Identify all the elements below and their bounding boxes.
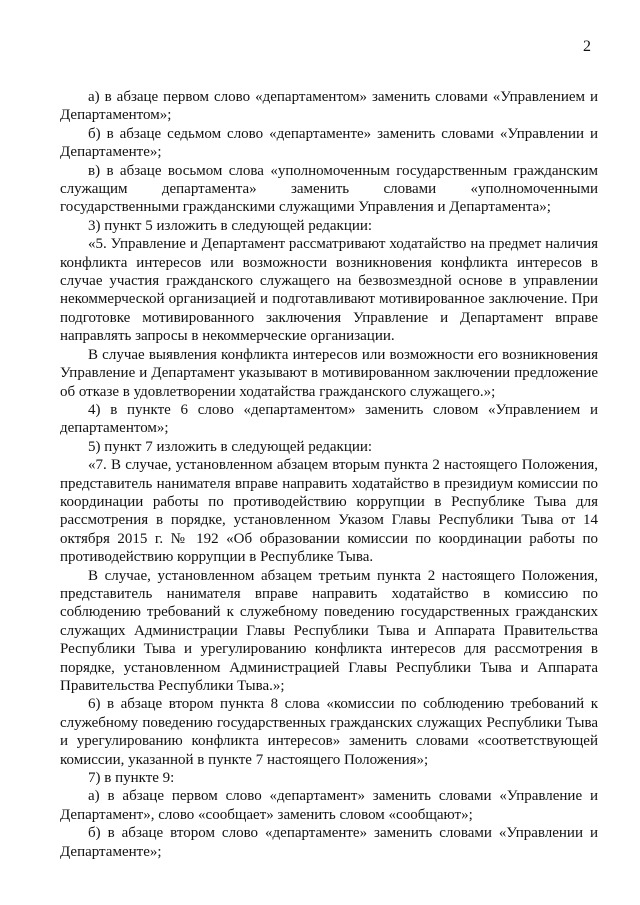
paragraph-14: б) в абзаце втором слово «департаменте» заменить словами «Управлении и Департаменте»; (60, 825, 598, 860)
paragraph-6: В случае выявления конфликта интересов или возможности его возникновения Управление и Департамент указывают в мотивированном заключении предложение об отказе в удовлетворении ходатайства гражданского служащего.»; (60, 346, 598, 400)
paragraph-5: «5. Управление и Департамент рассматривают ходатайство на предмет наличия конфликта интересов или возможности возникновения конфликта интересов в случае участия гражданского служащего на безвозмездной основе в управлении некоммерческой организацией и подготавливают мотивированное заключение. При подготовке мотивированного заключения Управление и Департамент вправе направлять запросы в некоммерческие организации. (60, 236, 598, 345)
paragraph-10: В случае, установленном абзацем третьим пункта 2 настоящего Положения, представитель нанимателя вправе направить ходатайство в комиссию по соблюдению требований к служебному поведению государственных гражданских служащих Администрации Главы Республики Тыва и Аппарата Правительства Республики Тыва и урегулированию конфликта интересов для рассмотрения в порядке, установленном Администрацией Главы Республики Тыва и Аппарата Правительства Республики Тыва.»; (60, 567, 598, 694)
paragraph-12: 7) в пункте 9: (88, 770, 175, 787)
page-number: 2 (583, 38, 591, 55)
document-body (60, 88, 598, 861)
paragraph-8: 5) пункт 7 изложить в следующей редакции: (88, 438, 373, 455)
paragraph-1: а) в абзаце первом слово «департаментом» заменить словами «Управлением и Департаментом»; (60, 89, 598, 124)
paragraph-3: в) в абзаце восьмом слова «уполномоченным государственным гражданским служащим департамента» заменить словами «уполномоченными государственными гражданскими служащими Управления и Департамента»; (60, 162, 598, 216)
paragraph-9: «7. В случае, установленном абзацем вторым пункта 2 настоящего Положения, представитель нанимателя вправе направить ходатайство в президиум комиссии по координации работы по противодействию коррупции в Республике Тыва для рассмотрения в порядке, установленном Указом Главы Республики Тыва от 14 октября 2015 г. № 192 «Об образовании комиссии по координации работы по противодействию коррупции в Республике Тыва. (60, 457, 598, 566)
paragraph-11: 6) в абзаце втором пункта 8 слова «комиссии по соблюдению требований к служебному поведению государственных гражданских служащих Республики Тыва и урегулированию конфликта интересов» заменить словами «соответствующей комиссии, указанной в пункте 7 настоящего Положения»; (60, 696, 598, 768)
paragraph-2: б) в абзаце седьмом слово «департаменте» заменить словами «Управлении и Департаменте»; (60, 125, 598, 161)
paragraph-13: а) в абзаце первом слово «департамент» заменить словами «Управление и Департамент», слово «сообщает» заменить словом «сообщают»; (60, 788, 598, 823)
paragraph-7: 4) в пункте 6 слово «департаментом» заменить словом «Управлением и департаментом»; (60, 401, 598, 437)
paragraph-4: 3) пункт 5 изложить в следующей редакции: (88, 217, 373, 234)
